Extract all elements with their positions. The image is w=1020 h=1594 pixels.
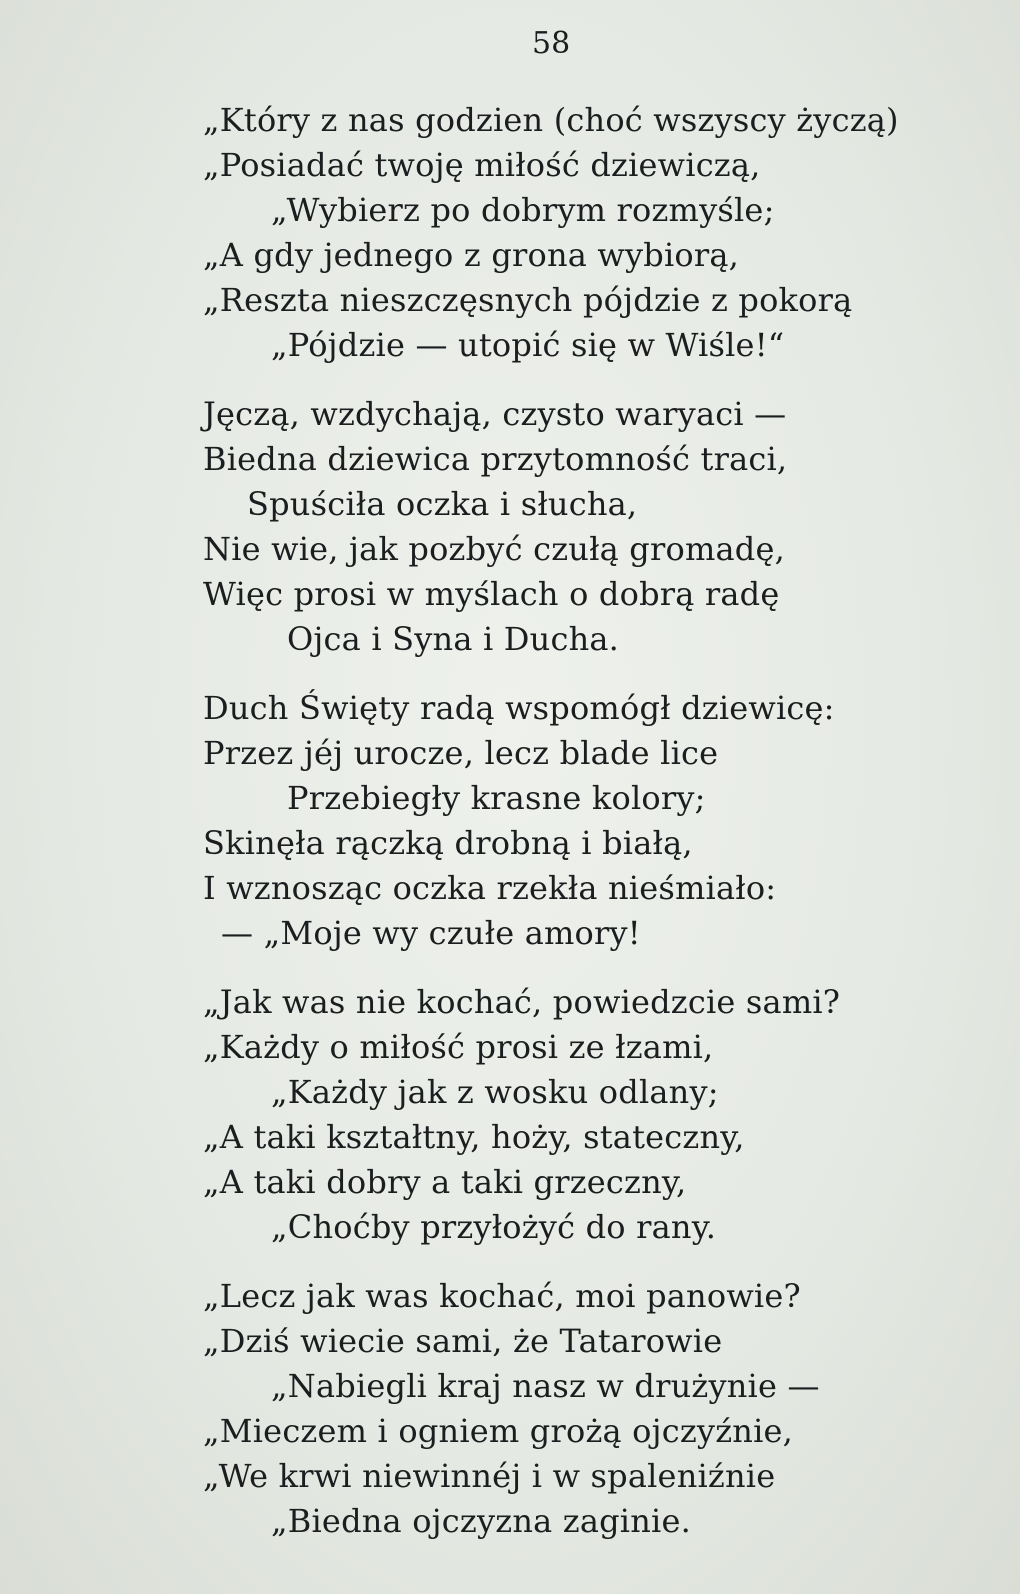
poem-line: Nie wie, jak pozbyć czułą gromadę, bbox=[203, 530, 785, 568]
poem-line: „Dziś wiecie sami, że Tatarowie bbox=[203, 1322, 723, 1360]
poem-line: „A gdy jednego z grona wybiorą, bbox=[203, 236, 740, 274]
poem-line: Duch Święty radą wspomógł dziewicę: bbox=[203, 689, 835, 727]
poem-line: „Każdy jak z wosku odlany; bbox=[271, 1073, 719, 1111]
poem-line: „Nabiegli kraj nasz w drużynie — bbox=[271, 1367, 820, 1405]
poem-line: „Biedna ojczyzna zaginie. bbox=[271, 1502, 691, 1540]
stanza bbox=[203, 1274, 1003, 1544]
poem bbox=[203, 98, 1003, 1568]
poem-line: Przebiegły krasne kolory; bbox=[287, 779, 706, 817]
poem-line: „We krwi niewinnéj i w spaleniźnie bbox=[203, 1457, 776, 1495]
poem-line: „Jak was nie kochać, powiedzcie sami? bbox=[203, 983, 841, 1021]
stanza bbox=[203, 980, 1003, 1250]
poem-line: „A taki dobry a taki grzeczny, bbox=[203, 1163, 687, 1201]
poem-line: „A taki kształtny, hoży, stateczny, bbox=[203, 1118, 745, 1156]
poem-line: „Mieczem i ogniem grożą ojczyźnie, bbox=[203, 1412, 794, 1450]
poem-line: „Posiadać twoję miłość dziewiczą, bbox=[203, 146, 761, 184]
poem-line: — „Moje wy czułe amory! bbox=[221, 914, 641, 952]
poem-line: „Reszta nieszczęsnych pójdzie z pokorą bbox=[203, 281, 853, 319]
poem-line: „Każdy o miłość prosi ze łzami, bbox=[203, 1028, 714, 1066]
page-number: 58 bbox=[532, 26, 571, 61]
stanza bbox=[203, 686, 1003, 956]
stanza bbox=[203, 392, 1003, 662]
poem-line: Skinęła rączką drobną i białą, bbox=[203, 824, 693, 862]
poem-line: „Lecz jak was kochać, moi panowie? bbox=[203, 1277, 801, 1315]
poem-line: Jęczą, wzdychają, czysto waryaci — bbox=[203, 395, 787, 433]
poem-line: Więc prosi w myślach o dobrą radę bbox=[203, 575, 780, 613]
poem-line: „Który z nas godzien (choć wszyscy życzą) bbox=[203, 101, 899, 139]
poem-line: „Choćby przyłożyć do rany. bbox=[271, 1208, 717, 1246]
stanza bbox=[203, 98, 1003, 368]
poem-line: Spuściła oczka i słucha, bbox=[247, 485, 638, 523]
poem-line: I wznosząc oczka rzekła nieśmiało: bbox=[203, 869, 777, 907]
poem-line: „Pójdzie — utopić się w Wiśle!“ bbox=[271, 326, 785, 364]
poem-line: „Wybierz po dobrym rozmyśle; bbox=[271, 191, 775, 229]
poem-line: Przez jéj urocze, lecz blade lice bbox=[203, 734, 719, 772]
poem-line: Ojca i Syna i Ducha. bbox=[287, 620, 620, 658]
poem-line: Biedna dziewica przytomność traci, bbox=[203, 440, 788, 478]
